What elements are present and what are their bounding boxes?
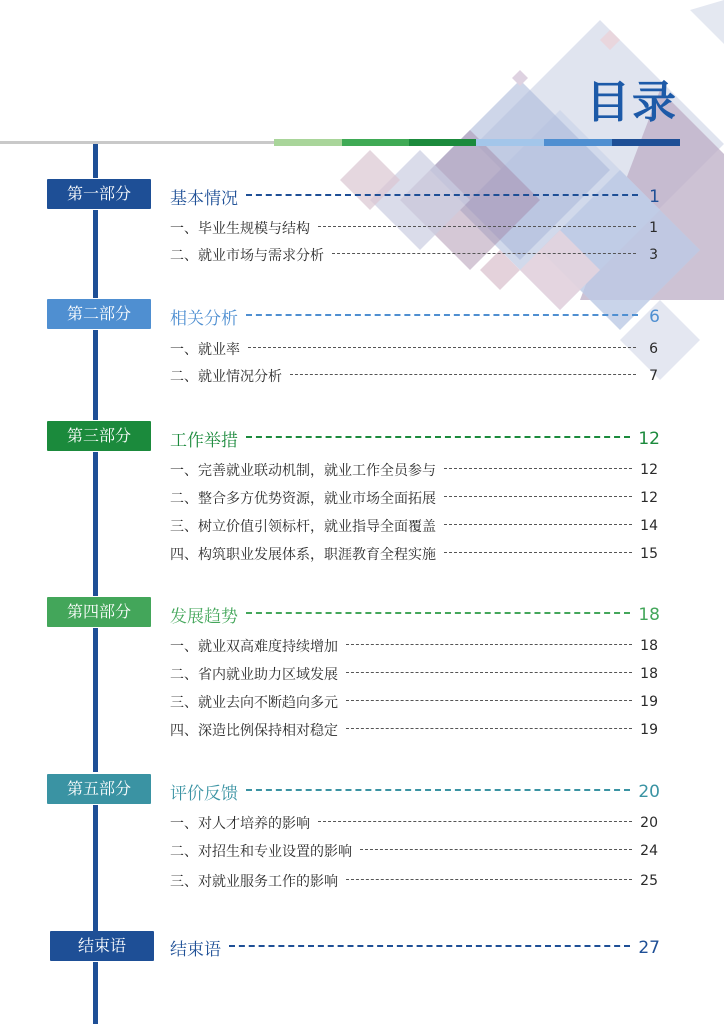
page-number: 14 <box>640 518 658 534</box>
dot-leader <box>229 945 630 947</box>
item-label: 三、树立价值引领标杆，就业指导全面覆盖 <box>170 519 436 535</box>
color-bar-segment <box>612 139 680 146</box>
dot-leader <box>444 496 632 497</box>
toc-section-entry[interactable] <box>170 184 660 209</box>
toc-item[interactable] <box>170 813 658 833</box>
toc-item[interactable] <box>170 460 658 480</box>
page-number: 27 <box>638 937 660 958</box>
timeline-spine <box>93 628 98 772</box>
item-label: 二、省内就业助力区域发展 <box>170 667 338 683</box>
toc-section-entry[interactable] <box>170 602 660 627</box>
toc-item[interactable] <box>170 516 658 536</box>
dot-leader <box>346 728 632 729</box>
color-bar-segment <box>274 139 342 146</box>
toc-item[interactable] <box>170 544 658 564</box>
item-label: 四、构筑职业发展体系，职涯教育全程实施 <box>170 547 436 563</box>
page-number: 19 <box>640 694 658 710</box>
title-divider-line <box>0 141 274 144</box>
page-number: 15 <box>640 546 658 562</box>
section-badge: 第二部分 <box>47 299 151 329</box>
toc-section-entry[interactable] <box>170 304 660 329</box>
section-title: 相关分析 <box>170 309 238 329</box>
dot-leader <box>318 226 636 227</box>
page-number: 18 <box>640 638 658 654</box>
dot-leader <box>346 700 632 701</box>
timeline-spine <box>93 805 98 931</box>
timeline-spine <box>93 962 98 1024</box>
page-number: 20 <box>638 781 660 802</box>
toc-item[interactable] <box>170 245 658 265</box>
page-number: 12 <box>640 462 658 478</box>
item-label: 一、对人才培养的影响 <box>170 816 310 832</box>
page-number: 12 <box>638 428 660 449</box>
color-bar-segment <box>544 139 612 146</box>
item-label: 一、完善就业联动机制，就业工作全员参与 <box>170 463 436 479</box>
item-label: 三、对就业服务工作的影响 <box>170 874 338 890</box>
page-number: 7 <box>649 368 658 384</box>
color-bar-segment <box>476 139 544 146</box>
section-badge: 第五部分 <box>47 774 151 804</box>
page-number: 19 <box>640 722 658 738</box>
dot-leader <box>248 347 636 348</box>
page-number: 24 <box>640 843 658 859</box>
page-number: 12 <box>640 490 658 506</box>
toc-item[interactable] <box>170 692 658 712</box>
page-number: 18 <box>638 604 660 625</box>
section-badge: 结束语 <box>50 931 154 961</box>
timeline-spine <box>93 210 98 298</box>
page-number: 1 <box>649 186 660 207</box>
dot-leader <box>246 612 630 614</box>
dot-leader <box>444 468 632 469</box>
page-number: 6 <box>649 306 660 327</box>
color-bar-segment <box>409 139 476 146</box>
dot-leader <box>360 849 632 850</box>
item-label: 二、就业情况分析 <box>170 369 282 385</box>
timeline-spine <box>93 330 98 420</box>
section-title: 评价反馈 <box>170 784 238 804</box>
dot-leader <box>246 436 630 438</box>
dot-leader <box>290 374 636 375</box>
toc-item[interactable] <box>170 488 658 508</box>
item-label: 四、深造比例保持相对稳定 <box>170 723 338 739</box>
section-badge: 第一部分 <box>47 179 151 209</box>
item-label: 二、就业市场与需求分析 <box>170 248 324 264</box>
toc-item[interactable] <box>170 664 658 684</box>
page-number: 20 <box>640 815 658 831</box>
timeline-spine <box>93 452 98 596</box>
item-label: 一、毕业生规模与结构 <box>170 221 310 237</box>
dot-leader <box>246 194 638 196</box>
section-title: 基本情况 <box>170 189 238 209</box>
toc-item[interactable] <box>170 636 658 656</box>
page-number: 1 <box>649 220 658 236</box>
item-label: 二、对招生和专业设置的影响 <box>170 844 352 860</box>
item-label: 二、整合多方优势资源，就业市场全面拓展 <box>170 491 436 507</box>
section-badge: 第四部分 <box>47 597 151 627</box>
dot-leader <box>346 879 632 880</box>
section-title: 工作举措 <box>170 431 238 451</box>
dot-leader <box>346 672 632 673</box>
toc-section-entry[interactable] <box>170 935 660 960</box>
item-label: 一、就业率 <box>170 342 240 358</box>
item-label: 一、就业双高难度持续增加 <box>170 639 338 655</box>
dot-leader <box>246 314 638 316</box>
page-number: 6 <box>649 341 658 357</box>
toc-item[interactable] <box>170 841 658 861</box>
dot-leader <box>246 789 630 791</box>
dot-leader <box>332 253 636 254</box>
item-label: 三、就业去向不断趋向多元 <box>170 695 338 711</box>
timeline-spine <box>93 144 98 178</box>
toc-item[interactable] <box>170 366 658 386</box>
toc-item[interactable] <box>170 720 658 740</box>
toc-section-entry[interactable] <box>170 426 660 451</box>
dot-leader <box>444 524 632 525</box>
section-title: 发展趋势 <box>170 607 238 627</box>
toc-section-entry[interactable] <box>170 779 660 804</box>
toc-item[interactable] <box>170 339 658 359</box>
toc-item[interactable] <box>170 871 658 891</box>
color-bar-segment <box>342 139 409 146</box>
page-number: 18 <box>640 666 658 682</box>
toc-item[interactable] <box>170 218 658 238</box>
dot-leader <box>444 552 632 553</box>
section-title: 结束语 <box>170 940 221 960</box>
page-number: 3 <box>649 247 658 263</box>
section-badge: 第三部分 <box>47 421 151 451</box>
dot-leader <box>318 821 632 822</box>
dot-leader <box>346 644 632 645</box>
page-title: 目录 <box>586 77 678 128</box>
page-number: 25 <box>640 873 658 889</box>
